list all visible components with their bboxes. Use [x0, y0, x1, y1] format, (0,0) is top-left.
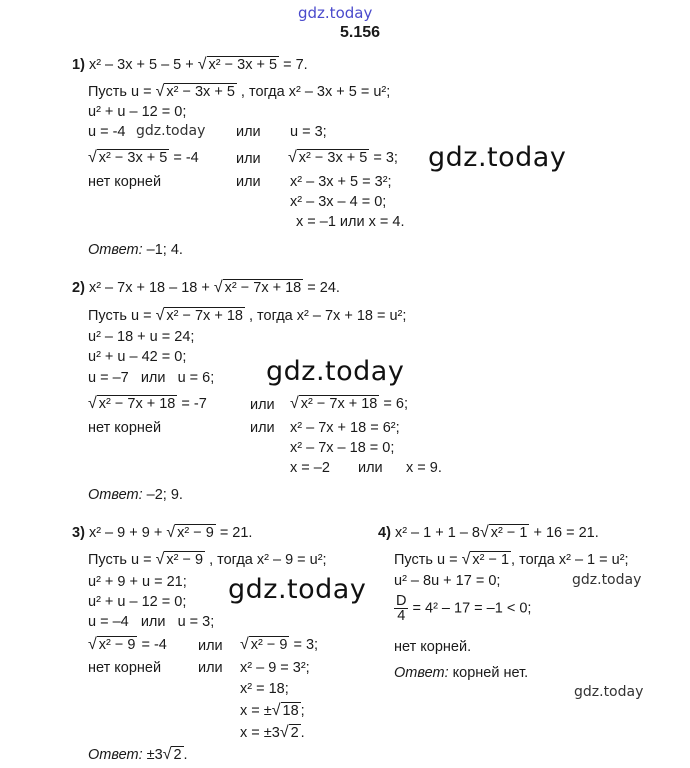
p2-case-a: √ x² − 7x + 18 = -7 — [88, 395, 207, 412]
p3-substitution: Пусть u = √ x² − 9 , тогда x² – 9 = u²; — [88, 551, 327, 568]
p4-no-roots: нет корней. — [394, 639, 472, 655]
sqrt-sign-icon: √ — [88, 395, 97, 412]
p3-step-8: x² = 18; — [240, 681, 289, 697]
p3-step-3: u² + 9 + u = 21; — [88, 574, 187, 590]
p1-case-a: √ x² − 3x + 5 = -4 — [88, 149, 199, 166]
p3-step-9: x = ±√ 18 ; — [240, 702, 305, 719]
p2-or-1: или — [250, 397, 275, 413]
p4-discriminant: $\frac{D}{4}$ = 4² – 17 = –1 < 0; — [396, 593, 532, 624]
p2-equation: 2) x² – 7x + 18 – 18 + √ x² − 7x + 18 = 24. — [72, 279, 340, 296]
watermark-large: gdz.today — [428, 142, 567, 173]
watermark-small: gdz.today — [572, 572, 642, 588]
p3-equation: 3) x² – 9 + 9 + √ x² − 9 = 21. — [72, 524, 253, 541]
watermark-inline: gdz.today — [136, 123, 206, 139]
p1-or-2: или — [236, 151, 261, 167]
watermark-small: gdz.today — [574, 684, 644, 700]
p1-equation: 1) x² – 3x + 5 – 5 + √ x² − 3x + 5 = 7. — [72, 56, 308, 73]
p1-step-8: x = –1 или x = 4. — [296, 214, 405, 230]
sqrt-sign-icon: √ — [271, 702, 281, 719]
p2-step-7: x² – 7x + 18 = 6²; — [290, 420, 400, 436]
p2-or-2: или — [250, 420, 275, 436]
sqrt-sign-icon: √ — [88, 149, 97, 166]
p1-substitution: Пусть u = √ x² − 3x + 5 , тогда x² – 3x + 5 = u²; — [88, 83, 391, 100]
p3-step-10: x = ±3√ 2 . — [240, 724, 305, 741]
p3-or-1: или — [198, 638, 223, 654]
p1-answer: Ответ: –1; 4. — [88, 242, 183, 258]
p2-step-9b: x = 9. — [406, 460, 442, 476]
p3-case-b: √ x² − 9 = 3; — [240, 636, 319, 653]
p2-answer: Ответ: –2; 9. — [88, 487, 183, 503]
p2-step-4: u² + u – 42 = 0; — [88, 349, 187, 365]
p3-or-2: или — [198, 660, 223, 676]
p2-no-roots: нет корней — [88, 420, 162, 436]
p3-roots-u: u = –4 или u = 3; — [88, 614, 215, 630]
sqrt-sign-icon: √ — [197, 56, 207, 73]
p3-step-4: u² + u – 12 = 0; — [88, 594, 187, 610]
sqrt-sign-icon: √ — [162, 746, 172, 763]
p2-step-8: x² – 7x – 18 = 0; — [290, 440, 395, 456]
p1-no-roots: нет корней — [88, 174, 162, 190]
p2-or-3: или — [358, 460, 383, 476]
sqrt-sign-icon: √ — [288, 149, 297, 166]
p1-step-6: x² – 3x + 5 = 3²; — [290, 174, 392, 190]
sqrt-sign-icon: √ — [155, 551, 165, 568]
p4-step-3: u² – 8u + 17 = 0; — [394, 573, 501, 589]
sqrt-sign-icon: √ — [240, 636, 249, 653]
p3-step-7: x² – 9 = 3²; — [240, 660, 310, 676]
p1-case-b: √ x² − 3x + 5 = 3; — [288, 149, 398, 166]
sqrt-sign-icon: √ — [88, 636, 97, 653]
p2-step-9a: x = –2 — [290, 460, 330, 476]
p1-step-7: x² – 3x – 4 = 0; — [290, 194, 387, 210]
sqrt-sign-icon: √ — [290, 395, 299, 412]
problem-number: 5.156 — [340, 24, 381, 41]
p1-quadratic: u² + u – 12 = 0; — [88, 104, 187, 120]
p3-no-roots: нет корней — [88, 660, 162, 676]
watermark-large: gdz.today — [228, 574, 367, 605]
p1-roots-u-a: u = -4 — [88, 124, 126, 140]
sqrt-sign-icon: √ — [155, 83, 165, 100]
p3-case-a: √ x² − 9 = -4 — [88, 636, 167, 653]
p2-roots-u: u = –7 или u = 6; — [88, 370, 215, 386]
sqrt-sign-icon: √ — [479, 524, 489, 541]
sqrt-sign-icon: √ — [213, 279, 223, 296]
p2-case-b: √ x² − 7x + 18 = 6; — [290, 395, 408, 412]
p1-or-3: или — [236, 174, 261, 190]
p1-or-1: или — [236, 124, 261, 140]
p2-step-3: u² – 18 + u = 24; — [88, 329, 195, 345]
p4-equation: 4) x² – 1 + 1 – 8√ x² − 1 + 16 = 21. — [378, 524, 599, 541]
p1-roots-u-b: u = 3; — [290, 124, 327, 140]
p4-answer: Ответ: корней нет. — [394, 665, 529, 681]
sqrt-sign-icon: √ — [461, 551, 471, 568]
p2-substitution: Пусть u = √ x² − 7x + 18 , тогда x² – 7x + 18 = u²; — [88, 307, 407, 324]
sqrt-sign-icon: √ — [279, 724, 289, 741]
site-watermark-top: gdz.today — [298, 4, 373, 22]
sqrt-sign-icon: √ — [155, 307, 165, 324]
sqrt-sign-icon: √ — [166, 524, 176, 541]
watermark-large: gdz.today — [266, 356, 405, 387]
p4-substitution: Пусть u = √ x² − 1 , тогда x² – 1 = u²; — [394, 551, 629, 568]
fraction-d-over-4: $\frac{D}{4}$ — [396, 593, 407, 624]
p3-answer: Ответ: ±3√ 2 . — [88, 746, 188, 763]
